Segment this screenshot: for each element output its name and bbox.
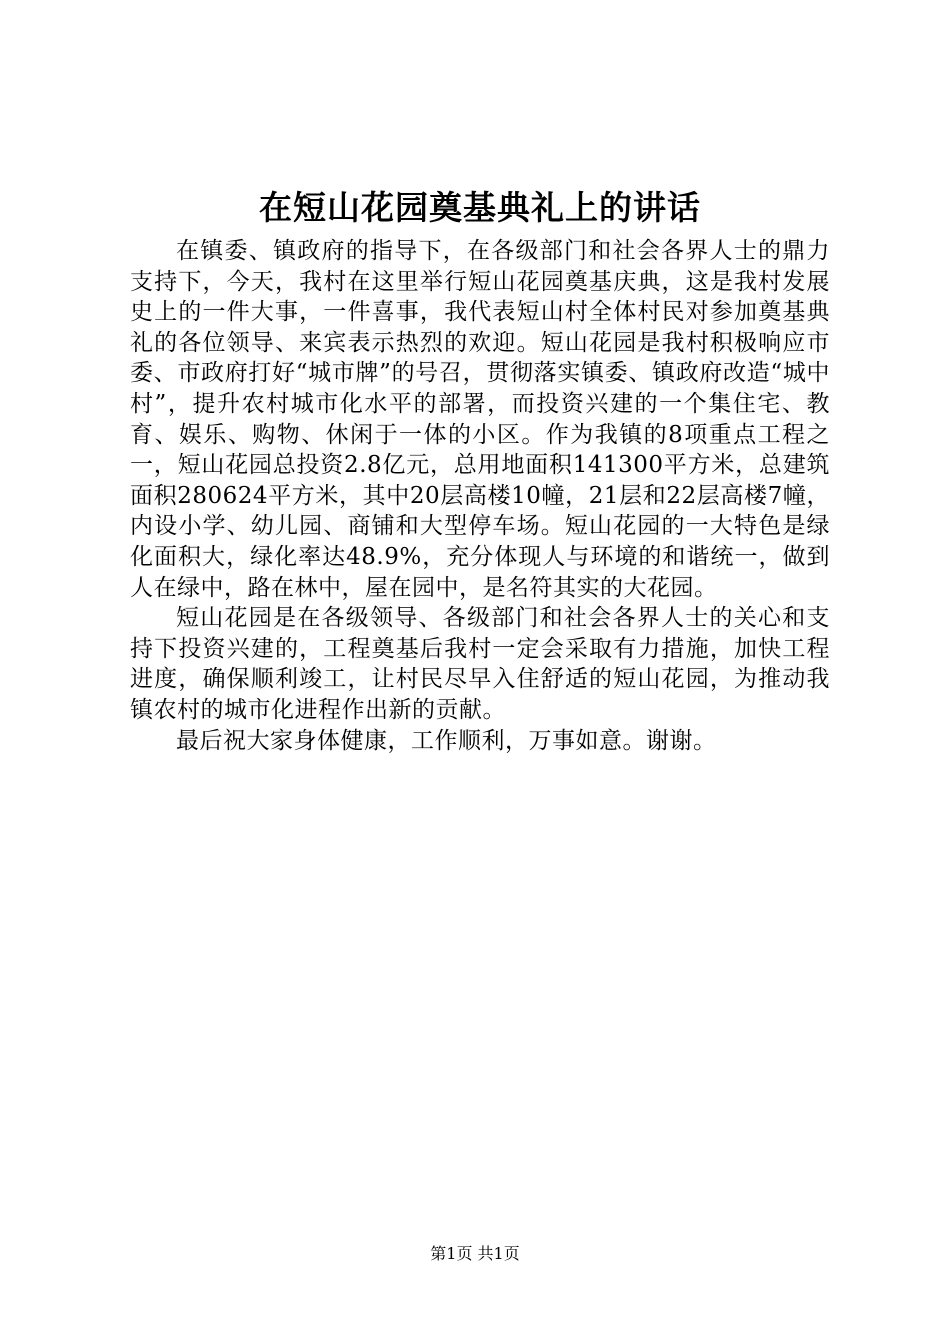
paragraph-1: 在镇委、镇政府的指导下，在各级部门和社会各界人士的鼎力支持下，今天，我村在这里举行短山花园奠基庆典，这是我村发展史上的一件大事，一件喜事，我代表短山村全体村民对参加奠基典礼的各位领导、来宾表示热烈的欢迎。短山花园是我村积极响应市委、市政府打好“城市牌”的号召，贯彻落实镇委、镇政府改造“城中村”，提升农村城市化水平的部署，而投资兴建的一个集住宅、教育、娱乐、购物、休闲于一体的小区。作为我镇的8项重点工程之一，短山花园总投资2.8亿元，总用地面积141300平方米，总建筑面积280624平方米，其中20层高楼10幢，21层和22层高楼7幢，内设小学、幼儿园、商铺和大型停车场。短山花园的一大特色是绿化面积大，绿化率达48.9%，充分体现人与环境的和谐统一，做到人在绿中，路在林中，屋在园中，是名符其实的大花园。 xyxy=(130,238,830,601)
document-title: 在短山花园奠基典礼上的讲话 xyxy=(259,188,701,227)
paragraph-3: 最后祝大家身体健康，工作顺利，万事如意。谢谢。 xyxy=(176,727,717,754)
page-footer: 第1页 共1页 xyxy=(430,1244,520,1263)
document-body xyxy=(130,236,830,756)
paragraph-2: 短山花园是在各级领导、各级部门和社会各界人士的关心和支持下投资兴建的，工程奠基后我村一定会采取有力措施，加快工程进度，确保顺利竣工，让村民尽早入住舒适的短山花园，为推动我镇农村的城市化进程作出新的贡献。 xyxy=(130,605,830,723)
